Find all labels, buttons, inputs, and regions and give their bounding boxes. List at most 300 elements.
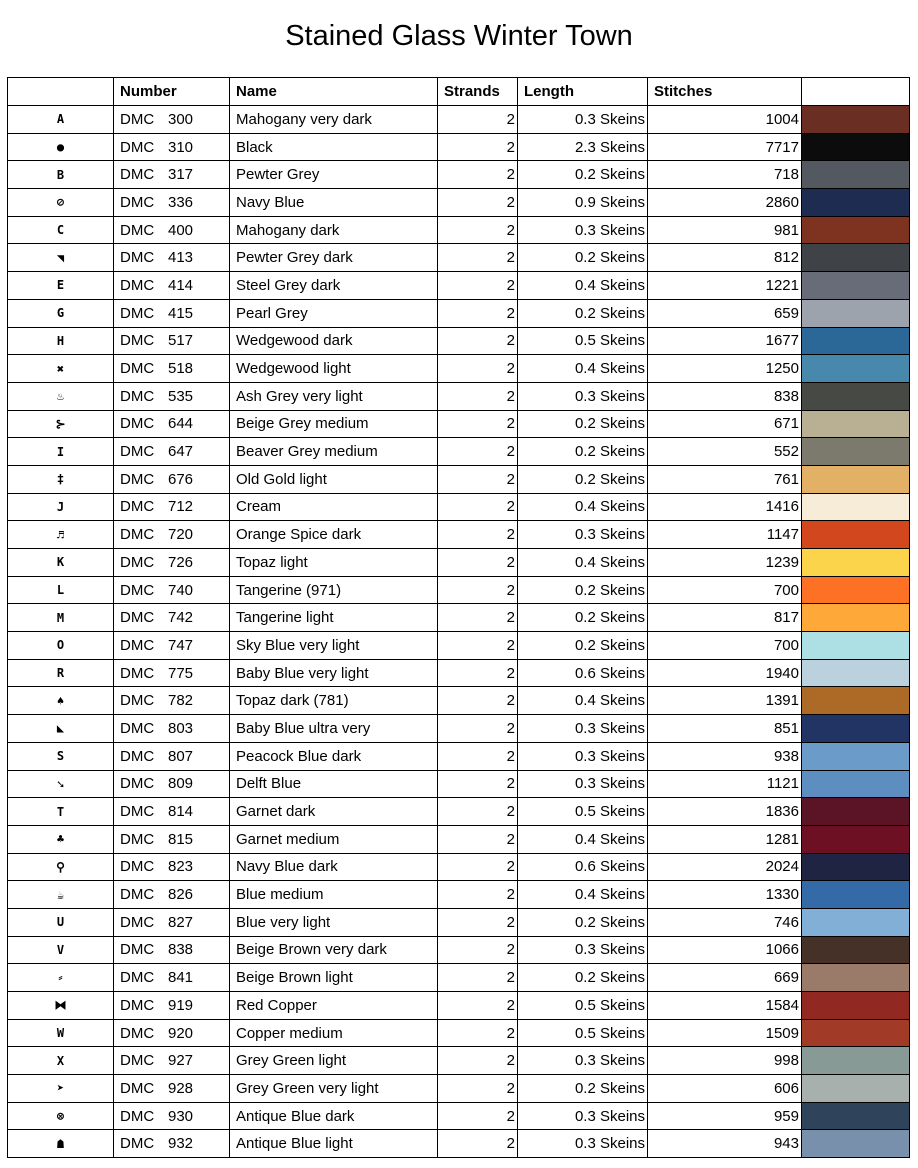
number-cell	[114, 189, 230, 217]
table-row	[8, 881, 910, 909]
color-swatch-cell	[802, 908, 910, 936]
name-cell: Wedgewood dark	[230, 327, 438, 355]
color-swatch	[802, 438, 909, 465]
color-swatch	[802, 244, 909, 271]
color-swatch	[802, 937, 909, 964]
brand-label: DMC	[120, 969, 155, 987]
stitches-cell: 700	[648, 632, 802, 660]
color-swatch-cell	[802, 438, 910, 466]
color-swatch-cell	[802, 521, 910, 549]
symbol-cell: M	[8, 604, 114, 632]
symbol-cell: B	[8, 161, 114, 189]
name-cell: Delft Blue	[230, 770, 438, 798]
symbol-cell: X	[8, 1047, 114, 1075]
name-cell: Topaz dark (781)	[230, 687, 438, 715]
name-cell: Grey Green light	[230, 1047, 438, 1075]
symbol-cell: ⊗	[8, 1102, 114, 1130]
code-label: 809	[168, 775, 194, 793]
table-row	[8, 438, 910, 466]
color-swatch	[802, 577, 909, 604]
symbol-cell: ⚲	[8, 853, 114, 881]
brand-label: DMC	[120, 166, 155, 184]
code-label: 726	[168, 553, 194, 571]
color-swatch-cell	[802, 106, 910, 134]
color-swatch	[802, 743, 909, 770]
color-swatch-cell	[802, 964, 910, 992]
code-label: 336	[168, 193, 194, 211]
number-cell	[114, 410, 230, 438]
color-swatch-cell	[802, 992, 910, 1020]
number-cell	[114, 825, 230, 853]
length-cell: 0.2 Skeins	[518, 1075, 648, 1103]
symbol-cell: ⊱	[8, 410, 114, 438]
brand-label: DMC	[120, 332, 155, 350]
color-swatch-cell	[802, 604, 910, 632]
length-cell: 0.3 Skeins	[518, 770, 648, 798]
strands-cell: 2	[438, 493, 518, 521]
strands-cell: 2	[438, 632, 518, 660]
table-row	[8, 161, 910, 189]
color-swatch	[802, 660, 909, 687]
strands-cell: 2	[438, 438, 518, 466]
strands-cell: 2	[438, 106, 518, 134]
color-swatch	[802, 1130, 909, 1157]
color-swatch	[802, 549, 909, 576]
code-label: 535	[168, 387, 194, 405]
symbol-cell: ➤	[8, 1075, 114, 1103]
code-label: 413	[168, 249, 194, 267]
code-label: 517	[168, 332, 194, 350]
table-row	[8, 1047, 910, 1075]
number-cell	[114, 161, 230, 189]
code-label: 415	[168, 304, 194, 322]
number-cell	[114, 1130, 230, 1158]
length-cell: 0.6 Skeins	[518, 659, 648, 687]
stitches-cell: 938	[648, 742, 802, 770]
strands-cell: 2	[438, 272, 518, 300]
symbol-cell: G	[8, 299, 114, 327]
color-swatch	[802, 854, 909, 881]
color-swatch-cell	[802, 632, 910, 660]
symbol-cell: T	[8, 798, 114, 826]
number-cell	[114, 1019, 230, 1047]
number-cell	[114, 327, 230, 355]
code-label: 644	[168, 415, 194, 433]
number-cell	[114, 576, 230, 604]
strands-cell: 2	[438, 715, 518, 743]
table-row	[8, 798, 910, 826]
color-swatch-cell	[802, 189, 910, 217]
table-row	[8, 908, 910, 936]
header-strands: Strands	[438, 78, 518, 106]
table-row	[8, 410, 910, 438]
code-label: 647	[168, 443, 194, 461]
length-cell: 0.3 Skeins	[518, 715, 648, 743]
name-cell: Ash Grey very light	[230, 382, 438, 410]
strands-cell: 2	[438, 853, 518, 881]
color-swatch-cell	[802, 742, 910, 770]
name-cell: Steel Grey dark	[230, 272, 438, 300]
color-swatch	[802, 411, 909, 438]
table-row	[8, 216, 910, 244]
strands-cell: 2	[438, 798, 518, 826]
symbol-cell: ✖	[8, 355, 114, 383]
table-row	[8, 493, 910, 521]
name-cell: Garnet medium	[230, 825, 438, 853]
brand-label: DMC	[120, 581, 155, 599]
stitches-cell: 700	[648, 576, 802, 604]
code-label: 747	[168, 636, 194, 654]
strands-cell: 2	[438, 936, 518, 964]
strands-cell: 2	[438, 355, 518, 383]
color-swatch	[802, 355, 909, 382]
name-cell: Garnet dark	[230, 798, 438, 826]
brand-label: DMC	[120, 526, 155, 544]
symbol-cell: ●	[8, 133, 114, 161]
stitches-cell: 1066	[648, 936, 802, 964]
brand-label: DMC	[120, 387, 155, 405]
table-row	[8, 465, 910, 493]
symbol-cell: ⸗	[8, 964, 114, 992]
strands-cell: 2	[438, 161, 518, 189]
symbol-cell: I	[8, 438, 114, 466]
number-cell	[114, 382, 230, 410]
color-swatch-cell	[802, 687, 910, 715]
stitches-cell: 1940	[648, 659, 802, 687]
name-cell: Sky Blue very light	[230, 632, 438, 660]
code-label: 814	[168, 803, 194, 821]
symbol-cell: ‡	[8, 465, 114, 493]
table-row	[8, 106, 910, 134]
color-swatch	[802, 494, 909, 521]
brand-label: DMC	[120, 138, 155, 156]
color-swatch	[802, 798, 909, 825]
name-cell: Mahogany very dark	[230, 106, 438, 134]
color-swatch	[802, 161, 909, 188]
strands-cell: 2	[438, 299, 518, 327]
stitches-cell: 1281	[648, 825, 802, 853]
strands-cell: 2	[438, 1047, 518, 1075]
strands-cell: 2	[438, 1019, 518, 1047]
table-row	[8, 521, 910, 549]
name-cell: Red Copper	[230, 992, 438, 1020]
symbol-cell: J	[8, 493, 114, 521]
brand-label: DMC	[120, 470, 155, 488]
color-swatch-cell	[802, 715, 910, 743]
symbol-cell: ♠	[8, 687, 114, 715]
brand-label: DMC	[120, 692, 155, 710]
strands-cell: 2	[438, 244, 518, 272]
color-swatch-cell	[802, 272, 910, 300]
table-row	[8, 936, 910, 964]
table-row	[8, 1130, 910, 1158]
symbol-cell: E	[8, 272, 114, 300]
length-cell: 0.6 Skeins	[518, 853, 648, 881]
stitches-cell: 606	[648, 1075, 802, 1103]
code-label: 932	[168, 1135, 194, 1153]
code-label: 720	[168, 526, 194, 544]
number-cell	[114, 438, 230, 466]
name-cell: Peacock Blue dark	[230, 742, 438, 770]
code-label: 841	[168, 969, 194, 987]
length-cell: 0.2 Skeins	[518, 410, 648, 438]
header-stitches: Stitches	[648, 78, 802, 106]
name-cell: Beaver Grey medium	[230, 438, 438, 466]
strands-cell: 2	[438, 659, 518, 687]
header-swatch	[802, 78, 910, 106]
symbol-cell: ♨	[8, 382, 114, 410]
stitches-cell: 981	[648, 216, 802, 244]
length-cell: 0.4 Skeins	[518, 493, 648, 521]
code-label: 310	[168, 138, 194, 156]
name-cell: Topaz light	[230, 549, 438, 577]
color-swatch	[802, 521, 909, 548]
length-cell: 0.3 Skeins	[518, 742, 648, 770]
name-cell: Black	[230, 133, 438, 161]
number-cell	[114, 272, 230, 300]
color-swatch	[802, 687, 909, 714]
name-cell: Navy Blue dark	[230, 853, 438, 881]
table-row	[8, 382, 910, 410]
symbol-cell: V	[8, 936, 114, 964]
name-cell: Pewter Grey	[230, 161, 438, 189]
length-cell: 0.3 Skeins	[518, 521, 648, 549]
table-row	[8, 244, 910, 272]
number-cell	[114, 521, 230, 549]
brand-label: DMC	[120, 1135, 155, 1153]
length-cell: 0.4 Skeins	[518, 355, 648, 383]
code-label: 927	[168, 1052, 194, 1070]
color-swatch-cell	[802, 244, 910, 272]
color-swatch-cell	[802, 576, 910, 604]
color-swatch-cell	[802, 549, 910, 577]
table-row	[8, 742, 910, 770]
color-swatch-cell	[802, 493, 910, 521]
color-swatch	[802, 300, 909, 327]
brand-label: DMC	[120, 1107, 155, 1125]
color-swatch-cell	[802, 161, 910, 189]
stitches-cell: 1836	[648, 798, 802, 826]
number-cell	[114, 216, 230, 244]
strands-cell: 2	[438, 881, 518, 909]
strands-cell: 2	[438, 410, 518, 438]
length-cell: 0.3 Skeins	[518, 936, 648, 964]
symbol-cell: H	[8, 327, 114, 355]
length-cell: 0.2 Skeins	[518, 465, 648, 493]
table-row	[8, 133, 910, 161]
length-cell: 0.5 Skeins	[518, 1019, 648, 1047]
symbol-cell: W	[8, 1019, 114, 1047]
brand-label: DMC	[120, 249, 155, 267]
header-row	[8, 78, 910, 106]
color-swatch	[802, 383, 909, 410]
color-swatch-cell	[802, 327, 910, 355]
strands-cell: 2	[438, 549, 518, 577]
stitches-cell: 718	[648, 161, 802, 189]
code-label: 317	[168, 166, 194, 184]
number-cell	[114, 355, 230, 383]
strands-cell: 2	[438, 687, 518, 715]
length-cell: 0.2 Skeins	[518, 604, 648, 632]
color-swatch	[802, 964, 909, 991]
stitches-cell: 7717	[648, 133, 802, 161]
name-cell: Baby Blue ultra very	[230, 715, 438, 743]
number-cell	[114, 244, 230, 272]
number-cell	[114, 1047, 230, 1075]
length-cell: 0.2 Skeins	[518, 244, 648, 272]
color-swatch-cell	[802, 216, 910, 244]
page-title: Stained Glass Winter Town	[285, 20, 633, 52]
brand-label: DMC	[120, 719, 155, 737]
stitches-cell: 1121	[648, 770, 802, 798]
name-cell: Copper medium	[230, 1019, 438, 1047]
brand-label: DMC	[120, 803, 155, 821]
table-row	[8, 770, 910, 798]
number-cell	[114, 465, 230, 493]
code-label: 742	[168, 609, 194, 627]
symbol-cell: ☗	[8, 1130, 114, 1158]
number-cell	[114, 1102, 230, 1130]
length-cell: 0.9 Skeins	[518, 189, 648, 217]
length-cell: 0.4 Skeins	[518, 549, 648, 577]
color-swatch	[802, 771, 909, 798]
name-cell: Tangerine light	[230, 604, 438, 632]
length-cell: 0.3 Skeins	[518, 106, 648, 134]
length-cell: 0.2 Skeins	[518, 161, 648, 189]
symbol-cell: ♬	[8, 521, 114, 549]
code-label: 782	[168, 692, 194, 710]
brand-label: DMC	[120, 609, 155, 627]
number-cell	[114, 992, 230, 1020]
table-row	[8, 964, 910, 992]
color-swatch	[802, 715, 909, 742]
header-symbol	[8, 78, 114, 106]
length-cell: 0.2 Skeins	[518, 299, 648, 327]
symbol-cell: A	[8, 106, 114, 134]
header-number: Number	[114, 78, 230, 106]
number-cell	[114, 106, 230, 134]
stitches-cell: 1677	[648, 327, 802, 355]
color-swatch-cell	[802, 465, 910, 493]
name-cell: Pearl Grey	[230, 299, 438, 327]
color-swatch-cell	[802, 133, 910, 161]
brand-label: DMC	[120, 443, 155, 461]
brand-label: DMC	[120, 996, 155, 1014]
color-swatch	[802, 106, 909, 133]
table-row	[8, 715, 910, 743]
code-label: 676	[168, 470, 194, 488]
code-label: 928	[168, 1079, 194, 1097]
color-swatch-cell	[802, 825, 910, 853]
table-row	[8, 549, 910, 577]
brand-label: DMC	[120, 498, 155, 516]
stitches-cell: 959	[648, 1102, 802, 1130]
number-cell	[114, 493, 230, 521]
length-cell: 0.2 Skeins	[518, 438, 648, 466]
color-swatch	[802, 881, 909, 908]
length-cell: 0.5 Skeins	[518, 992, 648, 1020]
length-cell: 0.4 Skeins	[518, 825, 648, 853]
color-swatch-cell	[802, 1102, 910, 1130]
color-swatch-cell	[802, 936, 910, 964]
stitches-cell: 671	[648, 410, 802, 438]
stitches-cell: 1250	[648, 355, 802, 383]
name-cell: Grey Green very light	[230, 1075, 438, 1103]
number-cell	[114, 299, 230, 327]
name-cell: Beige Brown light	[230, 964, 438, 992]
symbol-cell: S	[8, 742, 114, 770]
length-cell: 0.2 Skeins	[518, 632, 648, 660]
color-swatch	[802, 466, 909, 493]
symbol-cell: O	[8, 632, 114, 660]
stitches-cell: 1221	[648, 272, 802, 300]
brand-label: DMC	[120, 775, 155, 793]
number-cell	[114, 770, 230, 798]
code-label: 807	[168, 747, 194, 765]
symbol-cell: ☕	[8, 881, 114, 909]
name-cell: Old Gold light	[230, 465, 438, 493]
stitches-cell: 1391	[648, 687, 802, 715]
table-row	[8, 853, 910, 881]
length-cell: 2.3 Skeins	[518, 133, 648, 161]
stitches-cell: 943	[648, 1130, 802, 1158]
symbol-cell: L	[8, 576, 114, 604]
color-swatch	[802, 1020, 909, 1047]
color-swatch	[802, 604, 909, 631]
color-swatch	[802, 134, 909, 161]
number-cell	[114, 853, 230, 881]
stitches-cell: 2860	[648, 189, 802, 217]
length-cell: 0.4 Skeins	[518, 881, 648, 909]
length-cell: 0.4 Skeins	[518, 687, 648, 715]
brand-label: DMC	[120, 1052, 155, 1070]
table-row	[8, 299, 910, 327]
brand-label: DMC	[120, 941, 155, 959]
strands-cell: 2	[438, 1102, 518, 1130]
stitches-cell: 1509	[648, 1019, 802, 1047]
stitches-cell: 746	[648, 908, 802, 936]
number-cell	[114, 936, 230, 964]
table-row	[8, 659, 910, 687]
brand-label: DMC	[120, 830, 155, 848]
symbol-cell: ♣	[8, 825, 114, 853]
color-swatch	[802, 328, 909, 355]
name-cell: Navy Blue	[230, 189, 438, 217]
length-cell: 0.3 Skeins	[518, 1047, 648, 1075]
stitches-cell: 817	[648, 604, 802, 632]
symbol-cell: K	[8, 549, 114, 577]
stitches-cell: 1330	[648, 881, 802, 909]
code-label: 827	[168, 913, 194, 931]
name-cell: Cream	[230, 493, 438, 521]
symbol-cell: ◣	[8, 715, 114, 743]
color-swatch-cell	[802, 410, 910, 438]
number-cell	[114, 632, 230, 660]
name-cell: Orange Spice dark	[230, 521, 438, 549]
code-label: 838	[168, 941, 194, 959]
strands-cell: 2	[438, 908, 518, 936]
table-row	[8, 189, 910, 217]
color-swatch-cell	[802, 798, 910, 826]
table-row	[8, 327, 910, 355]
code-label: 930	[168, 1107, 194, 1125]
brand-label: DMC	[120, 886, 155, 904]
strands-cell: 2	[438, 189, 518, 217]
strands-cell: 2	[438, 770, 518, 798]
stitches-cell: 1584	[648, 992, 802, 1020]
number-cell	[114, 1075, 230, 1103]
number-cell	[114, 881, 230, 909]
